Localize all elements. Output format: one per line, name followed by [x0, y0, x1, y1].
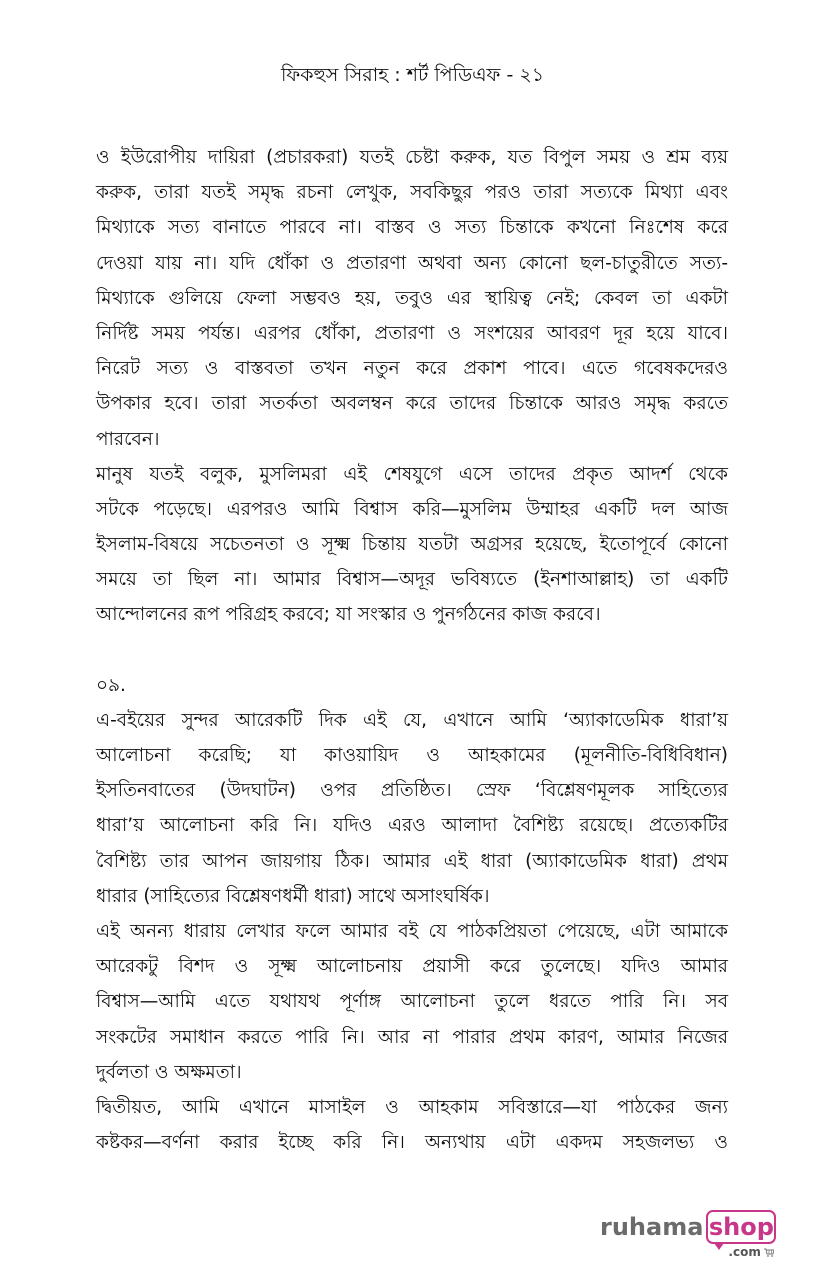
text-line: ধারা’য় আলোচনা করি নি। যদিও এরও আলাদা বৈশিষ্ট্য রয়েছে। প্রত্যেকটির — [96, 815, 728, 837]
text-line: ও ইউরোপীয় দায়িরা (প্রচারকরা) যতই চেষ্টা করুক, যত বিপুল সময় ও শ্রম ব্যয় — [96, 147, 728, 168]
logo-right-group — [706, 1208, 776, 1263]
body-text — [96, 140, 728, 1160]
text-line: নিরেট সত্য ও বাস্তবতা তখন নতুন করে প্রকাশ পাবে। এতে গবেষকদেরও — [96, 358, 728, 380]
paragraph — [96, 140, 728, 457]
logo-speech-bubble — [706, 1210, 776, 1244]
text-line: করুক, তারা যতই সমৃদ্ধ রচনা লেখুক, সবকিছুর পরও তারা সত্যকে মিথ্যা এবং — [96, 182, 728, 204]
text-line: বৈশিষ্ট্য তার আপন জায়গায় ঠিক। আমার এই ধারা (অ্যাকাডেমিক ধারা) প্রথম — [96, 850, 728, 872]
ruhamashop-logo — [600, 1208, 790, 1263]
text-line: দেওয়া যায় না। যদি ধোঁকা ও প্রতারণা অথবা অন্য কোনো ছল-চাতুরীতে সত্য- — [96, 252, 728, 274]
text-line: সটকে পড়েছে। এরপরও আমি বিশ্বাস করি—মুসলিম উম্মাহর একটি দল আজ — [96, 498, 728, 520]
section-gap — [96, 633, 728, 668]
running-header: ফিকহুস সিরাহ : শর্ট পিডিএফ - ২১ — [280, 64, 545, 86]
text-line: পারবেন। — [96, 428, 160, 450]
paragraph — [96, 703, 728, 914]
text-line: ইসলাম-বিষয়ে সচেতনতা ও সূক্ষ্ম চিন্তায় যতটা অগ্রসর হয়েছে, ইতোপূর্বে কোনো — [96, 534, 728, 556]
paragraph — [96, 914, 728, 1090]
text-line: মানুষ যতই বলুক, মুসলিমরা এই শেষযুগে এসে তাদের প্রকৃত আদর্শ থেকে — [96, 463, 728, 485]
shopping-cart-icon — [764, 1248, 774, 1257]
text-line: আরেকটু বিশদ ও সূক্ষ্ম আলোচনায় প্রয়াসী করে তুলেছে। যদিও আমার — [96, 956, 728, 978]
logo-text-shop: shop — [708, 1213, 774, 1241]
text-line: মিথ্যাকে গুলিয়ে ফেলা সম্ভবও হয়, তবুও এর স্থায়িত্ব নেই; কেবল তা একটা — [96, 287, 728, 309]
text-line: মিথ্যাকে সত্য বানাতে পারবে না। বাস্তব ও সত্য চিন্তাকে কখনো নিঃশেষ করে — [96, 217, 728, 239]
text-line: দ্বিতীয়ত, আমি এখানে মাসাইল ও আহকাম সবিস্তারে—যা পাঠকের জন্য — [96, 1096, 728, 1118]
text-line: নির্দিষ্ট সময় পর্যন্ত। এরপর ধোঁকা, প্রতারণা ও সংশয়ের আবরণ দূর হয়ে যাবে। — [96, 322, 728, 344]
logo-bubble-tail — [714, 1243, 724, 1250]
text-line: দুর্বলতা ও অক্ষমতা। — [96, 1061, 242, 1083]
text-line: বিশ্বাস—আমি এতে যথাযথ পূর্ণাঙ্গ আলোচনা তুলে ধরতে পারি নি। সব — [96, 991, 728, 1013]
text-line: সময়ে তা ছিল না। আমার বিশ্বাস—অদূর ভবিষ্যতে (ইনশাআল্লাহ) তা একটি — [96, 569, 728, 591]
text-line: এই অনন্য ধারায় লেখার ফলে আমার বই যে পাঠকপ্রিয়তা পেয়েছে, এটা আমাকে — [96, 920, 728, 942]
text-line: ধারার (সাহিত্যের বিশ্লেষণধর্মী ধারা) সাথে অসাংঘর্ষিক। — [96, 885, 490, 907]
text-line: আলোচনা করেছি; যা কাওয়ায়িদ ও আহকামের (মূলনীতি-বিধিবিধান) — [96, 745, 728, 766]
section-number: ০৯. — [96, 674, 126, 696]
text-line: সংকটের সমাধান করতে পারি নি। আর না পারার প্রথম কারণ, আমার নিজের — [96, 1026, 728, 1048]
paragraph — [96, 457, 728, 633]
text-line: এ-বইয়ের সুন্দর আরেকটি দিক এই যে, এখানে আমি ‘অ্যাকাডেমিক ধারা’য় — [96, 709, 728, 731]
text-line: আন্দোলনের রূপ পরিগ্রহ করবে; যা সংস্কার ও পুনর্গঠনের কাজ করবে। — [96, 604, 601, 626]
text-line: কষ্টকর—বর্ণনা করার ইচ্ছে করি নি। অন্যথায় এটা একদম সহজলভ্য ও — [96, 1132, 728, 1154]
paragraph — [96, 1090, 728, 1160]
text-line: উপকার হবে। তারা সতর্কতা অবলম্বন করে তাদের চিন্তাকে আরও সমৃদ্ধ করতে — [96, 393, 728, 415]
logo-text-com: .com — [728, 1245, 761, 1259]
text-line: ইসতিনবাতের (উদঘাটন) ওপর প্রতিষ্ঠিত। স্রেফ ‘বিশ্লেষণমূলক সাহিত্যের — [96, 780, 728, 802]
logo-text-ruhama: ruhama — [600, 1213, 704, 1241]
